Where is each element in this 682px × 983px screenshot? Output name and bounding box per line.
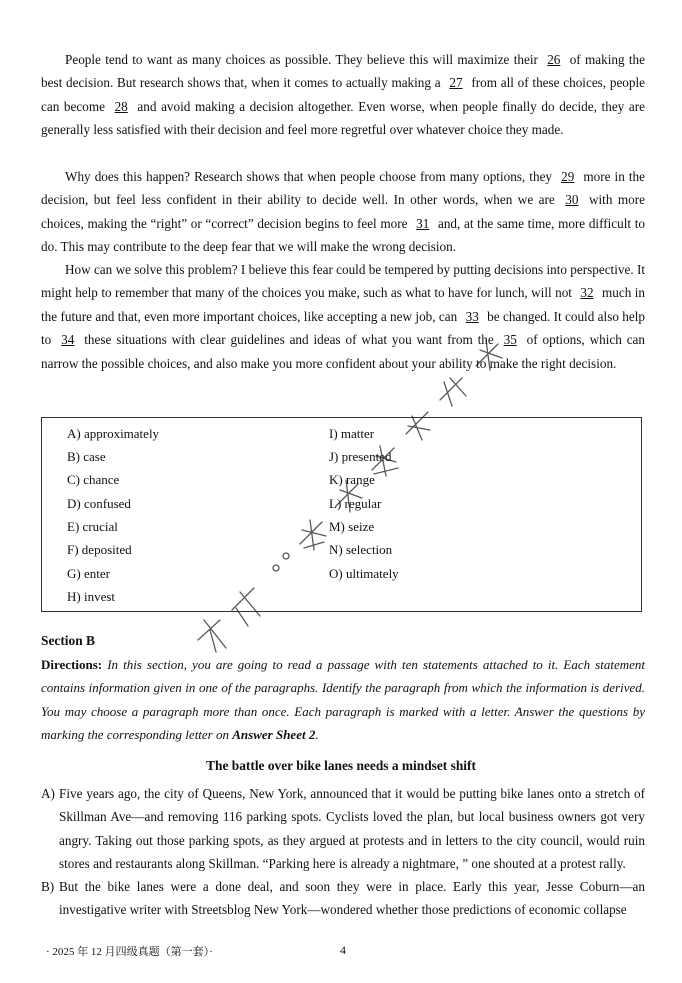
paragraph-letter: B) — [41, 879, 55, 894]
passage-paragraph-2: Why does this happen? Research shows that when people choose from many options, they 29 more in the decision, but feel less confident in their ability to decide well. In other words, when we are 30 with more choices, making the “right” or “correct” decision begins to feel more 31 and, at the same time, more difficult to do. This may contribute to the deep fear that we will make the wrong decision. — [41, 169, 646, 255]
word-option-l: L) regular — [329, 496, 382, 511]
answer-sheet-reference: Answer Sheet 2 — [232, 727, 316, 743]
word-option-m: M) seize — [329, 519, 375, 534]
word-option-d: D) confused — [67, 496, 131, 511]
word-option-n: N) selection — [329, 542, 393, 557]
word-option-a: A) approximately — [67, 426, 160, 441]
word-option-f: F) deposited — [67, 542, 132, 557]
passage-paragraph-3: How can we solve this problem? I believe this fear could be tempered by putting decisions into perspective. It might help to remember that many of the choices you make, such as what to have for lunch, will not 32 much in the future and that, even more important choices, like accepting a new job, can 33 be changed. It could also help to 34 these situations with clear guidelines and ideas of what you want from the 35 of options, which can narrow the possible choices, and also make you more confident about your ability to make the right decision. — [41, 262, 645, 371]
blank-35: 35 — [503, 332, 517, 348]
paragraph-letter: A) — [41, 786, 55, 801]
word-option-i: I) matter — [329, 426, 375, 441]
section-b-directions: Directions: In this section, you are going to read a passage with ten statements attached to it. Each statement contains information given in one of the paragraphs. Identify the paragraph from which the information is derived. You may choose a paragraph more than once. Each paragraph is marked with a letter. Answer the questions by marking the corresponding letter on Answer Sheet 2. — [41, 657, 645, 743]
page-number: 4 — [340, 943, 346, 957]
word-option-b: B) case — [67, 449, 106, 464]
word-option-e: E) crucial — [67, 519, 118, 534]
footer-exam-label: · 2025 年 12 月四级真题（第一套）· — [46, 946, 213, 958]
word-option-h: H) invest — [67, 589, 116, 604]
word-option-o: O) ultimately — [329, 566, 399, 581]
blank-33: 33 — [465, 308, 479, 324]
word-bank-box — [41, 417, 642, 612]
blank-29: 29 — [561, 169, 575, 184]
blank-28: 28 — [114, 98, 128, 114]
directions-label: Directions: — [41, 657, 103, 672]
blank-32: 32 — [580, 285, 594, 301]
passage-paragraph-1: People tend to want as many choices as possible. They believe this will maximize their 26 of making the best decision. But research shows that, when it comes to actually making a 27 from all of these choices, people can become 28 and avoid making a decision altogether. Even worse, when people finally do decide, they are generally less satisfied with their decision and feel more regretful over whatever choice they made. — [41, 52, 646, 138]
word-option-j: J) presented — [329, 449, 392, 464]
blank-34: 34 — [61, 332, 75, 348]
word-option-k: K) range — [329, 472, 375, 487]
section-b-heading: Section B — [41, 633, 95, 648]
word-option-c: C) chance — [67, 472, 120, 487]
blank-31: 31 — [416, 215, 430, 231]
paragraph-item-a: A) Five years ago, the city of Queens, New York, announced that it would be putting bike lanes onto a stretch of Skillman Ave—and removing 116 parking spots. Cyclists loved the plan, but local business owners got very angry. Taking out those parking spots, as they argued at protests and in letters to the city council, would ruin stores and restaurants along Skillman. “Parking here is already a nightmare, ” one shouted at a protest rally. — [41, 782, 645, 876]
blank-27: 27 — [449, 75, 463, 91]
blank-26: 26 — [547, 52, 561, 67]
passage-title: The battle over bike lanes needs a mindset shift — [206, 758, 476, 773]
word-option-g: G) enter — [67, 566, 110, 581]
paragraph-item-b: B) But the bike lanes were a done deal, and soon they were in place. Early this year, Jesse Coburn—an investigative writer with Streetsblog New York—wondered whether those predictions of economic collapse — [41, 875, 645, 922]
blank-30: 30 — [565, 192, 579, 208]
